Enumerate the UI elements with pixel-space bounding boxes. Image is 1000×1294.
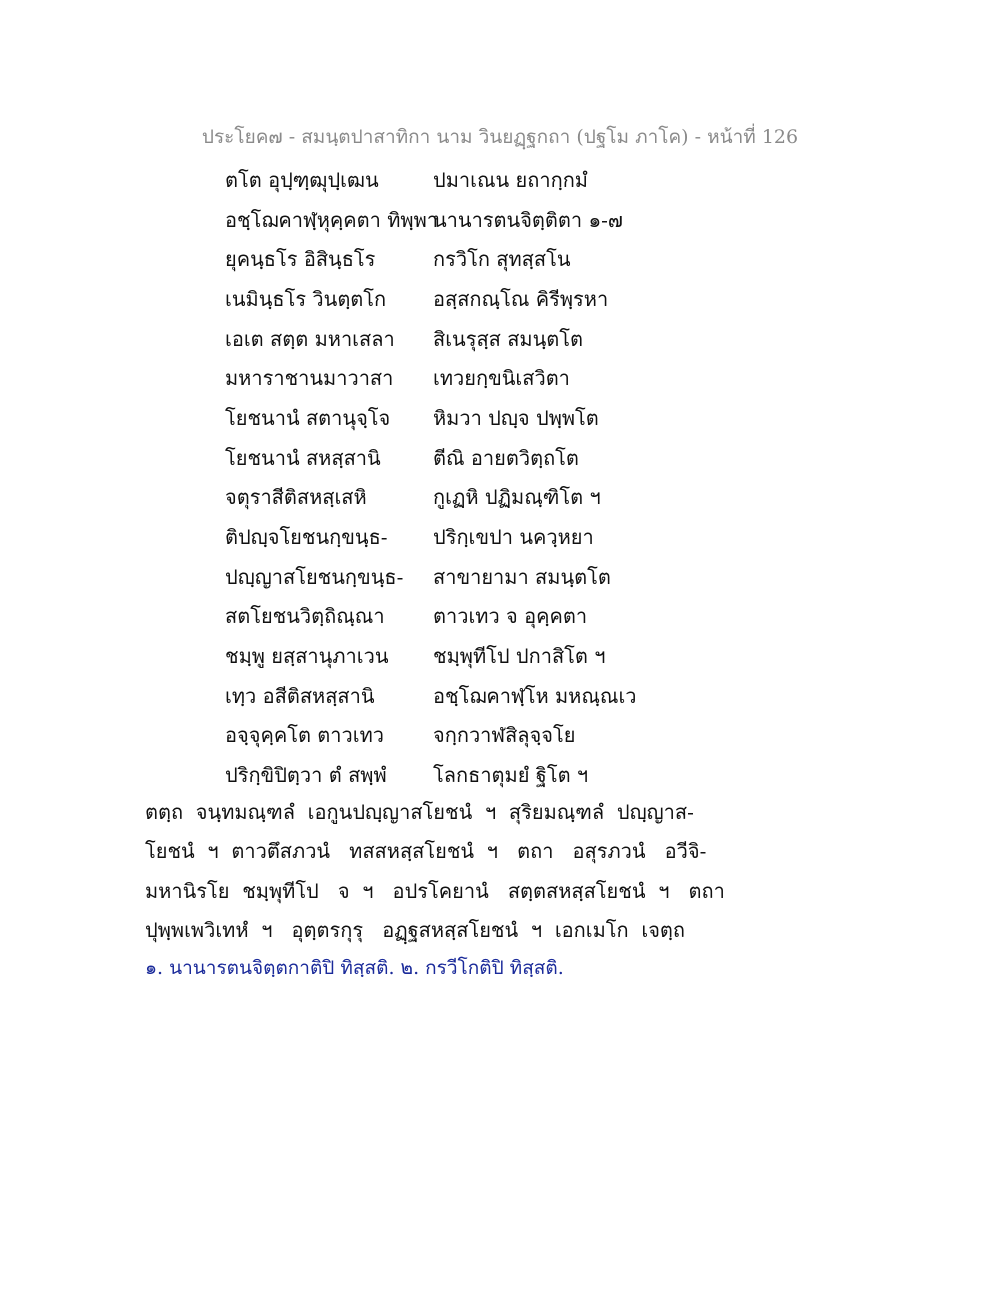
- verse-second-half: หิมวา ปญฺจ ปพฺพโต: [433, 405, 599, 430]
- verse-line: [225, 319, 785, 359]
- verse-second-half: สิเนรุสฺส สมนฺตโต: [433, 326, 584, 351]
- verse-first-half: เทฺว อสีติสหสฺสานิ: [225, 683, 375, 708]
- verse-line: [225, 239, 785, 279]
- verse-second-half: กูเฏหิ ปฏิมณฺฑิโต ฯ: [433, 485, 601, 510]
- verse-second-half: สาขายามา สมนฺตโต: [433, 564, 611, 589]
- prose-line: ปุพฺพเพวิเทหํ ฯ อุตฺตรกุรุ อฏฺฐสหสฺสโยชนํ ฯ เอกเมโก เจตฺถ: [145, 918, 686, 943]
- verse-first-half: ยุคนฺธโร อิสินฺธโร: [225, 247, 376, 272]
- prose-line: ตตฺถ จนฺทมณฺฑลํ เอกูนปญฺญาสโยชนํ ฯ สุริยมณฺฑลํ ปญฺญาส-: [145, 799, 694, 824]
- verse-second-half: ปริกฺเขปา นควฺหยา: [433, 525, 594, 550]
- verse-first-half: โยชนานํ สหสฺสานิ: [225, 445, 381, 470]
- verse-first-half: อชฺโฌคาฬฺหุคฺคตา ทิพฺพา: [225, 207, 438, 232]
- verse-second-half: อสฺสกณฺโณ คิรีพฺรหา: [433, 286, 609, 311]
- prose-line: โยชนํ ฯ ตาวตึสภวนํ ทสสหสฺสโยชนํ ฯ ตถา อสุรภวนํ อวีจิ-: [145, 839, 707, 864]
- verse-first-half: เอเต สตฺต มหาเสลา: [225, 326, 395, 351]
- prose-line: มหานิรโย ชมฺพุทีโป จ ฯ อปรโคยานํ สตฺตสหสฺสโยชนํ ฯ ตถา: [145, 878, 725, 903]
- verse-second-half: ตีณิ อายตวิตฺถโต: [433, 445, 579, 470]
- verse-first-half: ชมฺพู ยสฺสานุภาเวน: [225, 644, 389, 669]
- verse-first-half: ตโต อุปฺฑฺฒุปฺเฒน: [225, 167, 379, 192]
- verse-second-half: นานารตนจิตฺติตา ๑-๗: [433, 207, 623, 232]
- verse-first-half: มหาราชานมาวาสา: [225, 366, 394, 391]
- verse-first-half: เนมินฺธโร วินตฺตโก: [225, 286, 387, 311]
- verse-line: [225, 358, 785, 398]
- verse-second-half: จกฺกวาฬสิลุจฺจโย: [433, 723, 576, 748]
- verse-second-half: กรวิโก สุทสฺสโน: [433, 247, 571, 272]
- verse-second-half: เทวยกฺขนิเสวิตา: [433, 366, 570, 391]
- verse-line: [225, 716, 785, 756]
- verse-second-half: ปมาเณน ยถากฺกมํ: [433, 167, 588, 192]
- verse-line: [225, 557, 785, 597]
- verse-line: [225, 200, 785, 240]
- verse-first-half: อจฺจุคฺคโต ตาวเทว: [225, 723, 384, 748]
- verse-line: [225, 478, 785, 518]
- verse-first-half: ติปญฺจโยชนกฺขนฺธ-: [225, 525, 388, 550]
- verse-first-half: ปญฺญาสโยชนกฺขนฺธ-: [225, 564, 404, 589]
- page-header: ประโยค๗ - สมนฺตปาสาทิกา นาม วินยฏฺฐกถา (ปฐโม ภาโค) - หน้าที่ 126: [201, 126, 799, 148]
- footnote: ๑. นานารตนจิตฺตกาติปิ ทิสฺสติ. ๒. กรวีโกติปิ ทิสฺสติ.: [145, 957, 564, 979]
- verse-first-half: จตุราสีติสหสฺเสหิ: [225, 485, 367, 510]
- verse-line: [225, 279, 785, 319]
- verse-line: [225, 438, 785, 478]
- verse-second-half: ชมฺพุทีโป ปกาสิโต ฯ: [433, 644, 606, 669]
- verse-line: [225, 755, 785, 795]
- verse-first-half: สตโยชนวิตฺถิณฺณา: [225, 604, 385, 629]
- verse-line: [225, 597, 785, 637]
- verse-line: [225, 517, 785, 557]
- verse-first-half: ปริกฺขิปิตฺวา ตํ สพฺพํ: [225, 763, 387, 788]
- verse-second-half: ตาวเทว จ อุคฺคตา: [433, 604, 588, 629]
- verse-block: [225, 160, 785, 795]
- verse-line: [225, 160, 785, 200]
- verse-second-half: อชฺโฌคาฬฺโห มหณฺณเว: [433, 683, 637, 708]
- prose-block: [145, 792, 725, 950]
- verse-second-half: โลกธาตุมยํ ฐิโต ฯ: [433, 763, 589, 788]
- verse-line: [225, 398, 785, 438]
- verse-line: [225, 636, 785, 676]
- verse-line: [225, 676, 785, 716]
- verse-first-half: โยชนานํ สตานุจฺโจ: [225, 405, 391, 430]
